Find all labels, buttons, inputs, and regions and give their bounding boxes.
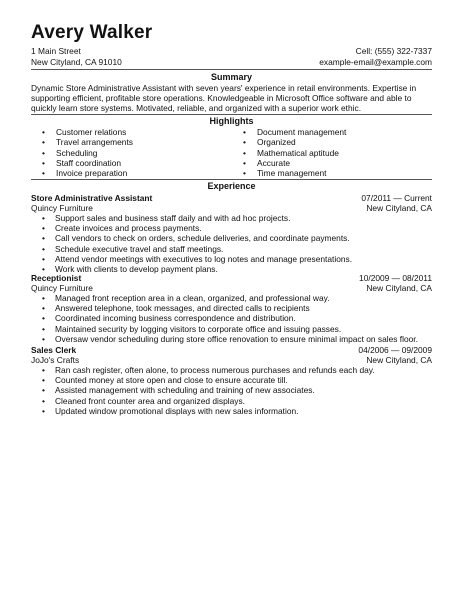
job-location: New Cityland, CA	[366, 283, 432, 293]
duty-item: • Counted money at store open and close to ensure accurate till.	[42, 375, 442, 385]
duty-item: • Maintained security by logging visitors to corporate office and issuing passes.	[42, 324, 442, 334]
job-location: New Cityland, CA	[366, 355, 432, 365]
section-divider	[31, 179, 432, 180]
highlights-right-list	[243, 127, 346, 178]
experience-heading: Experience	[207, 181, 256, 191]
highlight-item: • Document management	[243, 127, 346, 137]
job-title: Store Administrative Assistant	[31, 193, 153, 203]
duty-item: • Create invoices and process payments.	[42, 223, 442, 233]
highlight-item: • Organized	[243, 137, 346, 147]
highlight-item: • Mathematical aptitude	[243, 148, 346, 158]
highlight-item: • Scheduling	[42, 148, 133, 158]
highlight-item: • Customer relations	[42, 127, 133, 137]
job-duties-list	[42, 365, 442, 416]
highlights-heading: Highlights	[209, 116, 254, 126]
summary-text: Dynamic Store Administrative Assistant with seven years' experience in retail environments. Expertise in supporting efficient, profitable store operations. Knowledgeable in Microsoft Office software and able to quickly learn store systems. Motivated, reliable, and organized with a superior work ethic.	[31, 83, 417, 113]
job-title: Receptionist	[31, 273, 82, 283]
duty-item: • Answered telephone, took messages, and directed calls to recipients	[42, 303, 442, 313]
duty-item: • Managed front reception area in a clean, organized, and professional way.	[42, 293, 442, 303]
duty-item: • Attend vendor meetings with executives to log notes and manage presentations.	[42, 254, 442, 264]
job-company: JoJo's Crafts	[31, 355, 80, 365]
job-dates: 04/2006 — 09/2009	[358, 345, 432, 355]
duty-item: • Support sales and business staff daily and with ad hoc projects.	[42, 213, 442, 223]
highlights-left-list	[42, 127, 133, 178]
duty-item: • Call vendors to check on orders, schedule deliveries, and coordinate payments.	[42, 233, 442, 243]
email-address: example-email@example.com	[319, 57, 432, 67]
duty-item: • Coordinated incoming business correspondence and distribution.	[42, 313, 442, 323]
job-dates: 10/2009 — 08/2011	[359, 273, 432, 283]
highlight-item: • Accurate	[243, 158, 346, 168]
section-divider	[31, 69, 432, 70]
highlight-item: • Travel arrangements	[42, 137, 133, 147]
job-location: New Cityland, CA	[366, 203, 432, 213]
job-company: Quincy Furniture	[31, 203, 93, 213]
job-duties-list	[42, 293, 442, 344]
job-company: Quincy Furniture	[31, 283, 93, 293]
job-dates: 07/2011 — Current	[361, 193, 432, 203]
duty-item: • Work with clients to develop payment plans.	[42, 264, 442, 274]
duty-item: • Cleaned front counter area and organized displays.	[42, 396, 442, 406]
duty-item: • Schedule executive travel and staff meetings.	[42, 244, 442, 254]
job-title: Sales Clerk	[31, 345, 77, 355]
candidate-name: Avery Walker	[31, 22, 153, 43]
job-duties-list	[42, 213, 442, 274]
duty-item: • Ran cash register, often alone, to process numerous purchases and refunds each day.	[42, 365, 442, 375]
highlight-item: • Time management	[243, 168, 346, 178]
duty-item: • Updated window promotional displays with new sales information.	[42, 406, 442, 416]
address-line-1: 1 Main Street	[31, 46, 81, 56]
summary-heading: Summary	[210, 72, 253, 82]
highlight-item: • Staff coordination	[42, 158, 133, 168]
phone-number: Cell: (555) 322-7337	[355, 46, 432, 56]
address-line-2: New Cityland, CA 91010	[31, 57, 122, 67]
section-divider	[31, 114, 432, 115]
duty-item: • Assisted management with scheduling and training of new associates.	[42, 385, 442, 395]
highlight-item: • Invoice preparation	[42, 168, 133, 178]
duty-item: • Oversaw vendor scheduling during store office renovation to ensure minimal impact on sales floor.	[42, 334, 442, 344]
